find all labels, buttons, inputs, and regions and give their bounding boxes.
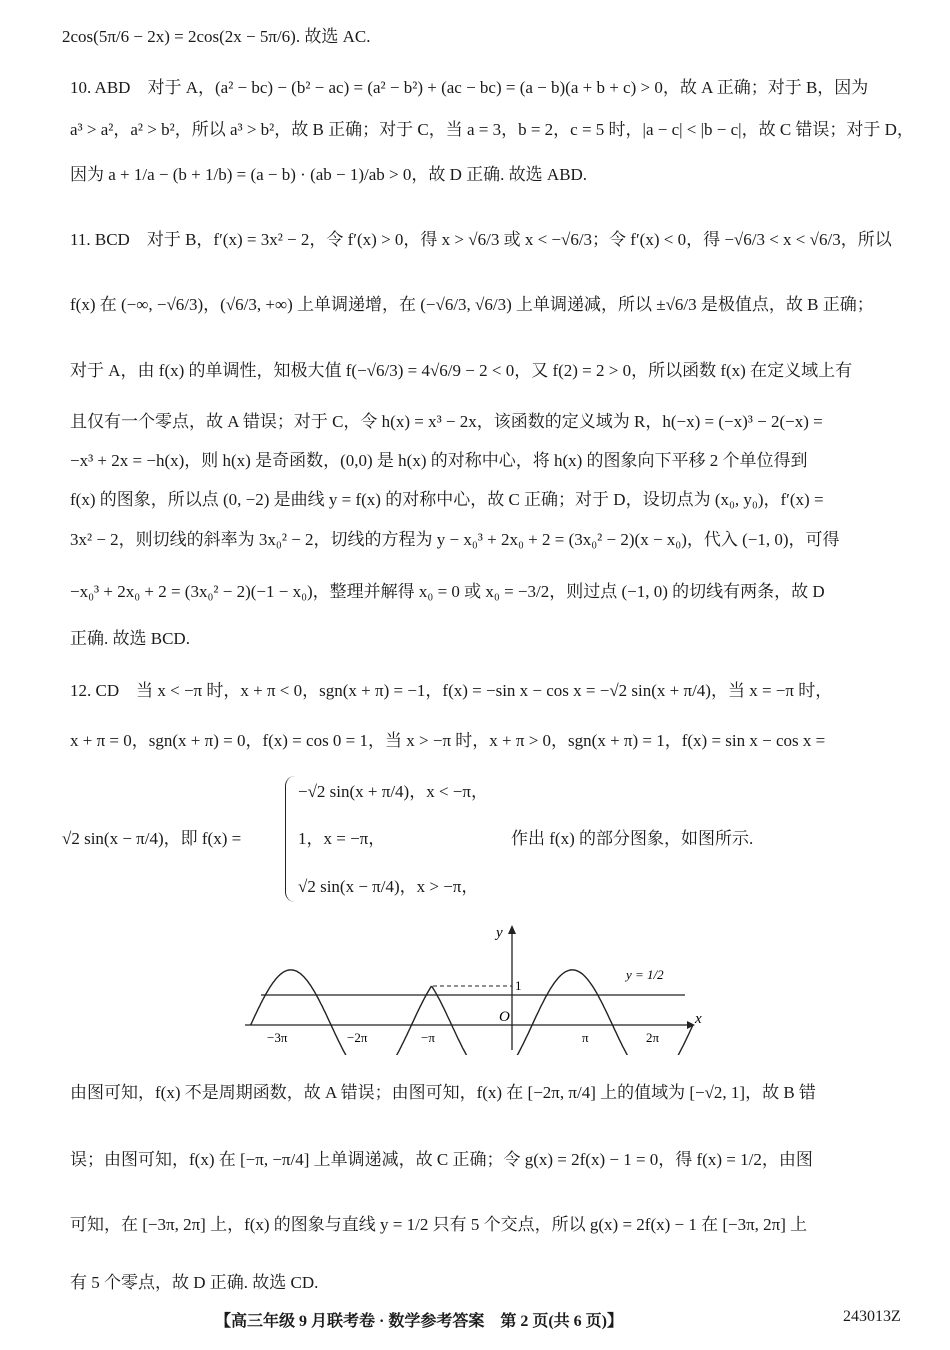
text-line: −x₀³ + 2x₀ + 2 = (3x₀² − 2)(−1 − x₀)，整理并解得 x₀ = 0 或 x₀ = −3/2，则过点 (−1, 0) 的切线有两条，故 D	[70, 582, 825, 601]
piecewise-brace	[285, 776, 296, 902]
text-line: 3x² − 2，则切线的斜率为 3x₀² − 2，切线的方程为 y − x₀³ + 2x₀ + 2 = (3x₀² − 2)(x − x₀)，代入 (−1, 0)，可得	[70, 530, 840, 549]
y-tick-label: 1	[515, 978, 522, 993]
text-line: x + π = 0，sgn(x + π) = 0，f(x) = cos 0 = 1，当 x > −π 时，x + π > 0，sgn(x + π) = 1，f(x) = sin x − cos x =	[70, 731, 826, 750]
piecewise-case: 1，x = −π，	[298, 829, 386, 848]
x-tick-label: −π	[421, 1030, 435, 1045]
problem-11-line: 11. BCD 对于 B，f′(x) = 3x² − 2，令 f′(x) > 0，得 x > √6/3 或 x < −√6/3；令 f′(x) < 0，得 −√6/3 < x < √6/3，所以	[70, 230, 892, 249]
origin-label: O	[499, 1009, 510, 1025]
x-tick-label: −2π	[347, 1030, 368, 1045]
text-line: 有 5 个零点，故 D 正确. 故选 CD.	[70, 1273, 319, 1292]
function-graph	[243, 925, 706, 1055]
text-line: a³ > a²，a² > b²，所以 a³ > b²，故 B 正确；对于 C，当 a = 3，b = 2，c = 5 时，|a − c| < |b − c|，故 C 错误；对于 D，	[70, 120, 914, 139]
text-line: 对于 A，由 f(x) 的单调性，知极大值 f(−√6/3) = 4√6/9 − 2 < 0，又 f(2) = 2 > 0，所以函数 f(x) 在定义域上有	[70, 361, 853, 380]
x-axis-label: x	[695, 1011, 702, 1027]
piecewise-case: √2 sin(x − π/4)，x > −π，	[298, 877, 479, 896]
text-line: f(x) 的图象，所以点 (0, −2) 是曲线 y = f(x) 的对称中心，故 C 正确；对于 D，设切点为 (x₀, y₀)，f′(x) =	[70, 490, 824, 509]
text-line: 作出 f(x) 的部分图象，如图所示.	[511, 829, 754, 848]
x-tick-label: −3π	[267, 1030, 288, 1045]
y-axis-label: y	[496, 925, 503, 941]
text-line: 且仅有一个零点，故 A 错误；对于 C，令 h(x) = x³ − 2x，该函数的定义域为 R，h(−x) = (−x)³ − 2(−x) =	[70, 412, 823, 431]
problem-12-line: 12. CD 当 x < −π 时，x + π < 0，sgn(x + π) = −1，f(x) = −sin x − cos x = −√2 sin(x + π/4)，当 x = −π 时，	[70, 681, 833, 700]
line-label: y = 1/2	[626, 967, 664, 982]
problem-10-line: 10. ABD 对于 A，(a² − bc) − (b² − ac) = (a² − b²) + (ac − bc) = (a − b)(a + b + c) > 0，故 A 正确；对于 B，因为	[70, 78, 869, 97]
text-line: −x³ + 2x = −h(x)，则 h(x) 是奇函数，(0,0) 是 h(x) 的对称中心，将 h(x) 的图象向下平移 2 个单位得到	[70, 451, 808, 470]
text-line: f(x) 在 (−∞, −√6/3)，(√6/3, +∞) 上单调递增，在 (−√6/3, √6/3) 上单调递减，所以 ±√6/3 是极值点，故 B 正确；	[70, 295, 874, 314]
x-tick-label: π	[582, 1030, 589, 1045]
text-line: 误；由图可知，f(x) 在 [−π, −π/4] 上单调递减，故 C 正确；令 g(x) = 2f(x) − 1 = 0，得 f(x) = 1/2，由图	[70, 1150, 813, 1169]
piecewise-lead: √2 sin(x − π/4)，即 f(x) =	[62, 829, 242, 848]
text-line: 2cos(5π/6 − 2x) = 2cos(2x − 5π/6). 故选 AC.	[62, 27, 371, 46]
text-line: 因为 a + 1/a − (b + 1/b) = (a − b) · (ab − 1)/ab > 0，故 D 正确. 故选 ABD.	[70, 165, 588, 184]
text-line: 可知，在 [−3π, 2π] 上，f(x) 的图象与直线 y = 1/2 只有 5 个交点，所以 g(x) = 2f(x) − 1 在 [−3π, 2π] 上	[70, 1215, 808, 1234]
footer-title: 【高三年级 9 月联考卷 · 数学参考答案 第 2 页(共 6 页)】	[215, 1313, 623, 1330]
footer-code: 243013Z	[843, 1308, 901, 1325]
text-line: 正确. 故选 BCD.	[70, 629, 190, 648]
y-axis-arrow	[508, 925, 516, 934]
x-tick-label: 2π	[646, 1030, 660, 1045]
piecewise-case: −√2 sin(x + π/4)，x < −π，	[298, 782, 488, 801]
text-line: 由图可知，f(x) 不是周期函数，故 A 错误；由图可知，f(x) 在 [−2π, π/4] 上的值域为 [−√2, 1]，故 B 错	[70, 1083, 816, 1102]
